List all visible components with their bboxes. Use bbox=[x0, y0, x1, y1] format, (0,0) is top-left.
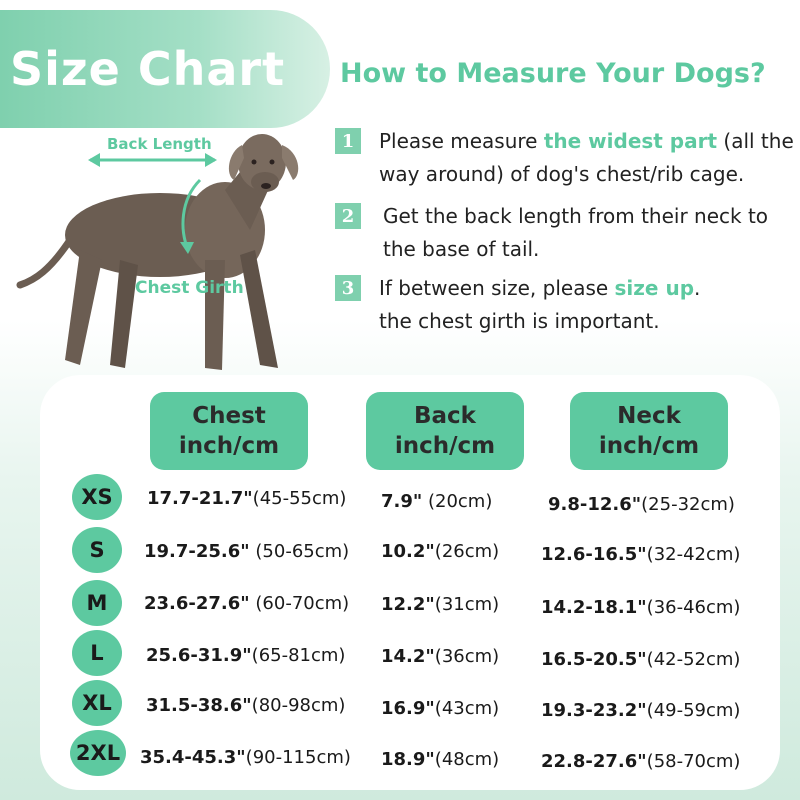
page-title: Size Chart bbox=[10, 42, 286, 96]
size-badge: XS bbox=[72, 474, 122, 520]
chest-girth-label: Chest Girth bbox=[135, 278, 244, 298]
step-text: Please measure the widest part (all the way around) of dog's chest/rib cage. bbox=[379, 129, 794, 186]
title-banner bbox=[0, 10, 330, 128]
size-badge: S bbox=[72, 527, 122, 573]
size-badge: XL bbox=[72, 680, 122, 726]
chest-cell: 17.7-21.7"(45-55cm) bbox=[147, 488, 347, 509]
size-badge: L bbox=[72, 630, 122, 676]
step-3 bbox=[335, 272, 795, 338]
step-text: If between size, please size up. the chest girth is important. bbox=[379, 276, 701, 333]
step-number: 2 bbox=[335, 203, 361, 229]
step-2 bbox=[335, 200, 795, 266]
neck-cell: 9.8-12.6"(25-32cm) bbox=[548, 494, 735, 515]
step-number: 1 bbox=[335, 128, 361, 154]
chest-cell: 35.4-45.3"(90-115cm) bbox=[140, 747, 351, 768]
column-header-back: Back inch/cm bbox=[366, 392, 524, 470]
back-cell: 14.2"(36cm) bbox=[381, 646, 500, 667]
dog-illustration bbox=[10, 120, 340, 380]
chest-cell: 23.6-27.6" (60-70cm) bbox=[144, 593, 350, 614]
neck-cell: 14.2-18.1"(36-46cm) bbox=[541, 597, 741, 618]
neck-cell: 12.6-16.5"(32-42cm) bbox=[541, 544, 741, 565]
chest-cell: 19.7-25.6" (50-65cm) bbox=[144, 541, 350, 562]
neck-cell: 22.8-27.6"(58-70cm) bbox=[541, 751, 741, 772]
neck-cell: 16.5-20.5"(42-52cm) bbox=[541, 649, 741, 670]
back-cell: 16.9"(43cm) bbox=[381, 698, 500, 719]
chest-cell: 31.5-38.6"(80-98cm) bbox=[146, 695, 346, 716]
step-number: 3 bbox=[335, 275, 361, 301]
back-cell: 18.9"(48cm) bbox=[381, 749, 500, 770]
column-header-neck: Neck inch/cm bbox=[570, 392, 728, 470]
column-header-chest: Chest inch/cm bbox=[150, 392, 308, 470]
back-cell: 7.9" (20cm) bbox=[381, 491, 493, 512]
neck-cell: 19.3-23.2"(49-59cm) bbox=[541, 700, 741, 721]
step-text: Get the back length from their neck to the base of tail. bbox=[383, 204, 769, 261]
how-to-measure-title: How to Measure Your Dogs? bbox=[340, 58, 766, 89]
dog-icon bbox=[10, 120, 340, 380]
back-cell: 12.2"(31cm) bbox=[381, 594, 500, 615]
size-badge: M bbox=[72, 580, 122, 626]
chest-cell: 25.6-31.9"(65-81cm) bbox=[146, 645, 346, 666]
step-1 bbox=[335, 125, 795, 191]
back-cell: 10.2"(26cm) bbox=[381, 541, 500, 562]
size-badge: 2XL bbox=[70, 730, 126, 776]
back-length-label: Back Length bbox=[107, 135, 212, 153]
